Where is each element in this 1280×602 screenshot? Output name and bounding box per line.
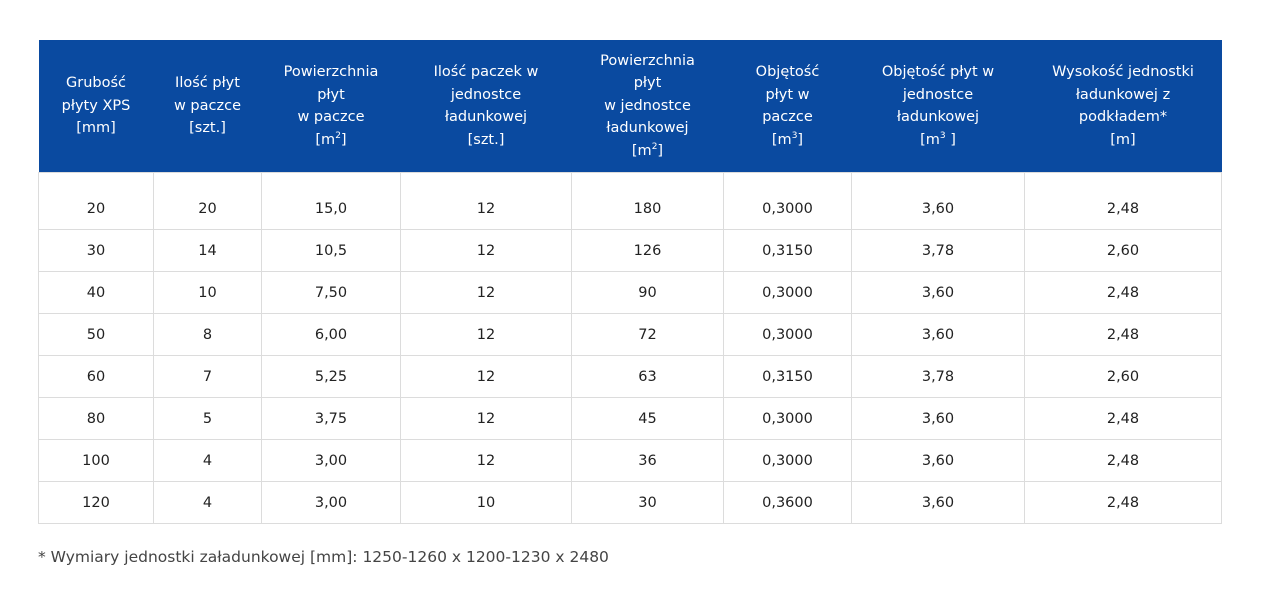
- table-cell: 3,75: [262, 398, 401, 440]
- table-cell: 20: [154, 173, 262, 230]
- header-line: w jednostce: [604, 97, 691, 114]
- table-cell: 0,3000: [724, 398, 852, 440]
- table-cell: 2,48: [1025, 272, 1222, 314]
- header-line: podkładem*: [1078, 109, 1168, 125]
- unit-pre: [mm]: [76, 120, 116, 137]
- header-line: płyty XPS: [61, 97, 131, 114]
- column-header: [572, 40, 724, 173]
- table-cell: 30: [572, 482, 724, 524]
- column-header: [852, 40, 1025, 173]
- table-cell: 120: [39, 482, 154, 524]
- unit-post: ]: [340, 131, 347, 148]
- header-unit: [1029, 129, 1218, 152]
- header-line: w paczce: [297, 109, 365, 125]
- table-cell: 12: [401, 440, 572, 482]
- unit-post: ]: [945, 131, 956, 148]
- unit-pre: [szt.]: [467, 131, 505, 148]
- header-line: Objętość: [755, 64, 820, 80]
- table-cell: 0,3000: [724, 440, 852, 482]
- table-cell: 10: [154, 272, 262, 314]
- table-cell: 12: [401, 398, 572, 440]
- unit-pre: [m: [315, 131, 336, 148]
- unit-sup: 3: [791, 130, 798, 141]
- unit-post: ]: [657, 142, 664, 159]
- table-cell: 12: [401, 272, 572, 314]
- table-cell: 2,48: [1025, 440, 1222, 482]
- table-cell: 0,3150: [724, 356, 852, 398]
- table-cell: 40: [39, 272, 154, 314]
- table-row: [39, 230, 1222, 272]
- table-cell: 3,60: [852, 482, 1025, 524]
- table-row: [39, 356, 1222, 398]
- table-cell: 90: [572, 272, 724, 314]
- table-cell: 7: [154, 356, 262, 398]
- unit-pre: [m: [920, 131, 940, 148]
- table-cell: 3,78: [852, 356, 1025, 398]
- table-cell: 0,3150: [724, 230, 852, 272]
- table-cell: 50: [39, 314, 154, 356]
- unit-pre: [m: [771, 131, 792, 148]
- header-line: Objętość płyt w: [881, 64, 995, 80]
- table-cell: 6,00: [262, 314, 401, 356]
- unit-pre: [m: [631, 142, 652, 159]
- table-cell: 3,60: [852, 440, 1025, 482]
- table-cell: 5: [154, 398, 262, 440]
- header-line: w paczce: [173, 97, 242, 114]
- table-cell: 63: [572, 356, 724, 398]
- table-cell: 2,48: [1025, 173, 1222, 230]
- table-cell: 12: [401, 173, 572, 230]
- footnote: * Wymiary jednostki załadunkowej [mm]: 1250-1260 x 1200-1230 x 2480: [38, 548, 609, 566]
- header-line: płyt: [633, 75, 662, 92]
- table-row: [39, 173, 1222, 230]
- unit-post: ]: [797, 131, 804, 148]
- table-cell: 60: [39, 356, 154, 398]
- column-header: [724, 40, 852, 173]
- header-unit: [576, 140, 720, 163]
- xps-packaging-table: [38, 40, 1222, 524]
- table-cell: 0,3600: [724, 482, 852, 524]
- table-cell: 3,60: [852, 272, 1025, 314]
- table-cell: 72: [572, 314, 724, 356]
- header-unit: [856, 129, 1021, 152]
- table-cell: 36: [572, 440, 724, 482]
- table-cell: 3,60: [852, 314, 1025, 356]
- table-cell: 12: [401, 314, 572, 356]
- unit-sup: 3: [939, 130, 946, 141]
- header-line: Wysokość jednostki: [1052, 64, 1194, 80]
- table-cell: 0,3000: [724, 314, 852, 356]
- table-header-row: [39, 40, 1222, 173]
- column-header: [39, 40, 154, 173]
- table-cell: 0,3000: [724, 173, 852, 230]
- table-cell: 12: [401, 356, 572, 398]
- header-line: Powierzchnia: [600, 52, 695, 69]
- table-cell: 5,25: [262, 356, 401, 398]
- table-cell: 4: [154, 440, 262, 482]
- header-line: ładunkowej: [444, 109, 528, 125]
- table-cell: 30: [39, 230, 154, 272]
- table-cell: 80: [39, 398, 154, 440]
- table-row: [39, 272, 1222, 314]
- unit-sup: 2: [335, 130, 341, 141]
- header-line: ładunkowej z: [1075, 86, 1171, 103]
- unit-pre: [szt.]: [189, 120, 226, 137]
- table-cell: 3,00: [262, 440, 401, 482]
- header-unit: [43, 117, 150, 140]
- column-header: [1025, 40, 1222, 173]
- header-line: Powierzchnia: [283, 64, 379, 80]
- header-line: jednostce: [450, 86, 522, 103]
- table-cell: 12: [401, 230, 572, 272]
- table-row: [39, 440, 1222, 482]
- table-cell: 2,48: [1025, 314, 1222, 356]
- column-header: [401, 40, 572, 173]
- table-row: [39, 482, 1222, 524]
- header-line: płyt w: [765, 86, 810, 103]
- table-cell: 180: [572, 173, 724, 230]
- table-cell: 3,60: [852, 398, 1025, 440]
- table-cell: 3,00: [262, 482, 401, 524]
- header-line: ładunkowej: [896, 109, 980, 125]
- header-unit: [728, 129, 848, 152]
- table-cell: 126: [572, 230, 724, 272]
- table-cell: 2,60: [1025, 356, 1222, 398]
- table-cell: 2,60: [1025, 230, 1222, 272]
- table-cell: 45: [572, 398, 724, 440]
- table-cell: 15,0: [262, 173, 401, 230]
- header-line: Ilość płyt: [175, 75, 240, 92]
- unit-pre: [m]: [1110, 131, 1136, 148]
- table-cell: 0,3000: [724, 272, 852, 314]
- table-row: [39, 398, 1222, 440]
- table-cell: 14: [154, 230, 262, 272]
- table-cell: 3,60: [852, 173, 1025, 230]
- header-unit: [158, 117, 258, 140]
- column-header: [262, 40, 401, 173]
- table-cell: 10,5: [262, 230, 401, 272]
- table-cell: 8: [154, 314, 262, 356]
- table-cell: 7,50: [262, 272, 401, 314]
- table-cell: 20: [39, 173, 154, 230]
- table-cell: 3,78: [852, 230, 1025, 272]
- header-line: paczce: [762, 109, 813, 125]
- header-line: ładunkowej: [606, 120, 689, 137]
- table-cell: 2,48: [1025, 398, 1222, 440]
- column-header: [154, 40, 262, 173]
- table-cell: 2,48: [1025, 482, 1222, 524]
- unit-sup: 2: [651, 141, 658, 152]
- table-cell: 100: [39, 440, 154, 482]
- table-cell: 4: [154, 482, 262, 524]
- table-row: [39, 314, 1222, 356]
- header-line: Ilość paczek w: [433, 64, 539, 80]
- header-line: Grubość: [66, 75, 126, 92]
- table-cell: 10: [401, 482, 572, 524]
- header-line: płyt: [317, 86, 345, 103]
- header-line: jednostce: [902, 86, 974, 103]
- header-unit: [266, 129, 397, 152]
- header-unit: [405, 129, 568, 152]
